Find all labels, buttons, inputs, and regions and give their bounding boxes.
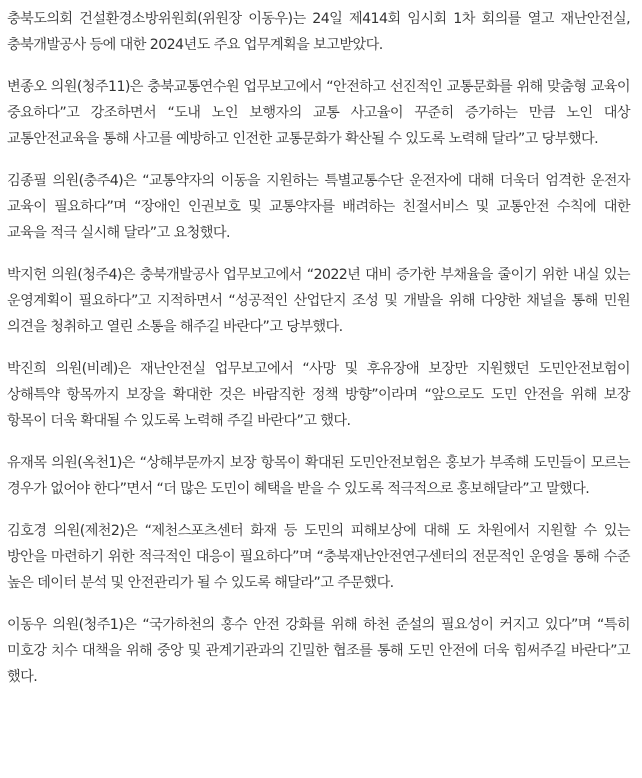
paragraph-park-jiheon: 박지헌 의원(청주4)은 충북개발공사 업무보고에서 “2022년 대비 증가한 부채율을 줄이기 위한 내실 있는 운영계획이 필요하다”고 지적하면서 “성공적인 산업단지 조성 및 개발을 위해 다양한 채널을 통해 민원 의견을 청취하고 열린 소통을 해주길 바란다”고 당부했다. [7, 267, 630, 335]
paragraph-byun-jongo: 변종오 의원(청주11)은 충북교통연수원 업무보고에서 “안전하고 선진적인 교통문화를 위해 맞춤형 교육이 중요하다”고 강조하면서 “도내 노인 보행자의 교통 사고율이 꾸준히 증가하는 만큼 노인 대상 교통안전교육을 통해 사고를 예방하고 인전한 교통문화가 확산될 수 있도록 노력해 달라”고 당부했다. [7, 79, 630, 147]
paragraph-intro: 충북도의회 건설환경소방위원회(위원장 이동우)는 24일 제414회 임시회 1차 회의를 열고 재난안전실, 충북개발공사 등에 대한 2024년도 주요 업무계획을 보고받았다. [7, 11, 630, 53]
paragraph-kim-hokyung: 김호경 의원(제천2)은 “제천스포츠센터 화재 등 도민의 피해보상에 대해 도 차원에서 지원할 수 있는 방안을 마련하기 위한 적극적인 대응이 필요하다”며 “충북재난안전연구센터의 전문적인 운영을 통해 수준 높은 데이터 분석 및 안전관리가 될 수 있도록 해달라”고 주문했다. [7, 523, 630, 591]
paragraph-kim-jongpil: 김종필 의원(충주4)은 “교통약자의 이동을 지원하는 특별교통수단 운전자에 대해 더욱더 엄격한 운전자 교육이 필요하다”며 “장애인 인권보호 및 교통약자를 배려하는 친절서비스 및 교통안전 수칙에 대한 교육을 적극 실시해 달라”고 요청했다. [7, 173, 630, 241]
paragraph-yoo-jaemok: 유재목 의원(옥천1)은 “상해부문까지 보장 항목이 확대된 도민안전보험은 홍보가 부족해 도민들이 모르는 경우가 없어야 한다”면서 “더 많은 도민이 혜택을 받을 수 있도록 적극적으로 홍보해달라”고 말했다. [7, 455, 630, 497]
paragraph-lee-dongwoo: 이동우 의원(청주1)은 “국가하천의 홍수 안전 강화를 위해 하천 준설의 필요성이 커지고 있다”며 “특히 미호강 치수 대책을 위해 중앙 및 관계기관과의 긴밀한 협조를 통해 도민 안전에 더욱 힘써주길 바란다”고 했다. [7, 617, 630, 685]
paragraph-park-jinhee: 박진희 의원(비례)은 재난안전실 업무보고에서 “사망 및 후유장애 보장만 지원했던 도민안전보험이 상해특약 항목까지 보장을 확대한 것은 바람직한 정책 방향”이라며 “앞으로도 도민 안전을 위해 보장 항목이 더욱 확대될 수 있도록 노력해 주길 바란다”고 했다. [7, 361, 630, 429]
